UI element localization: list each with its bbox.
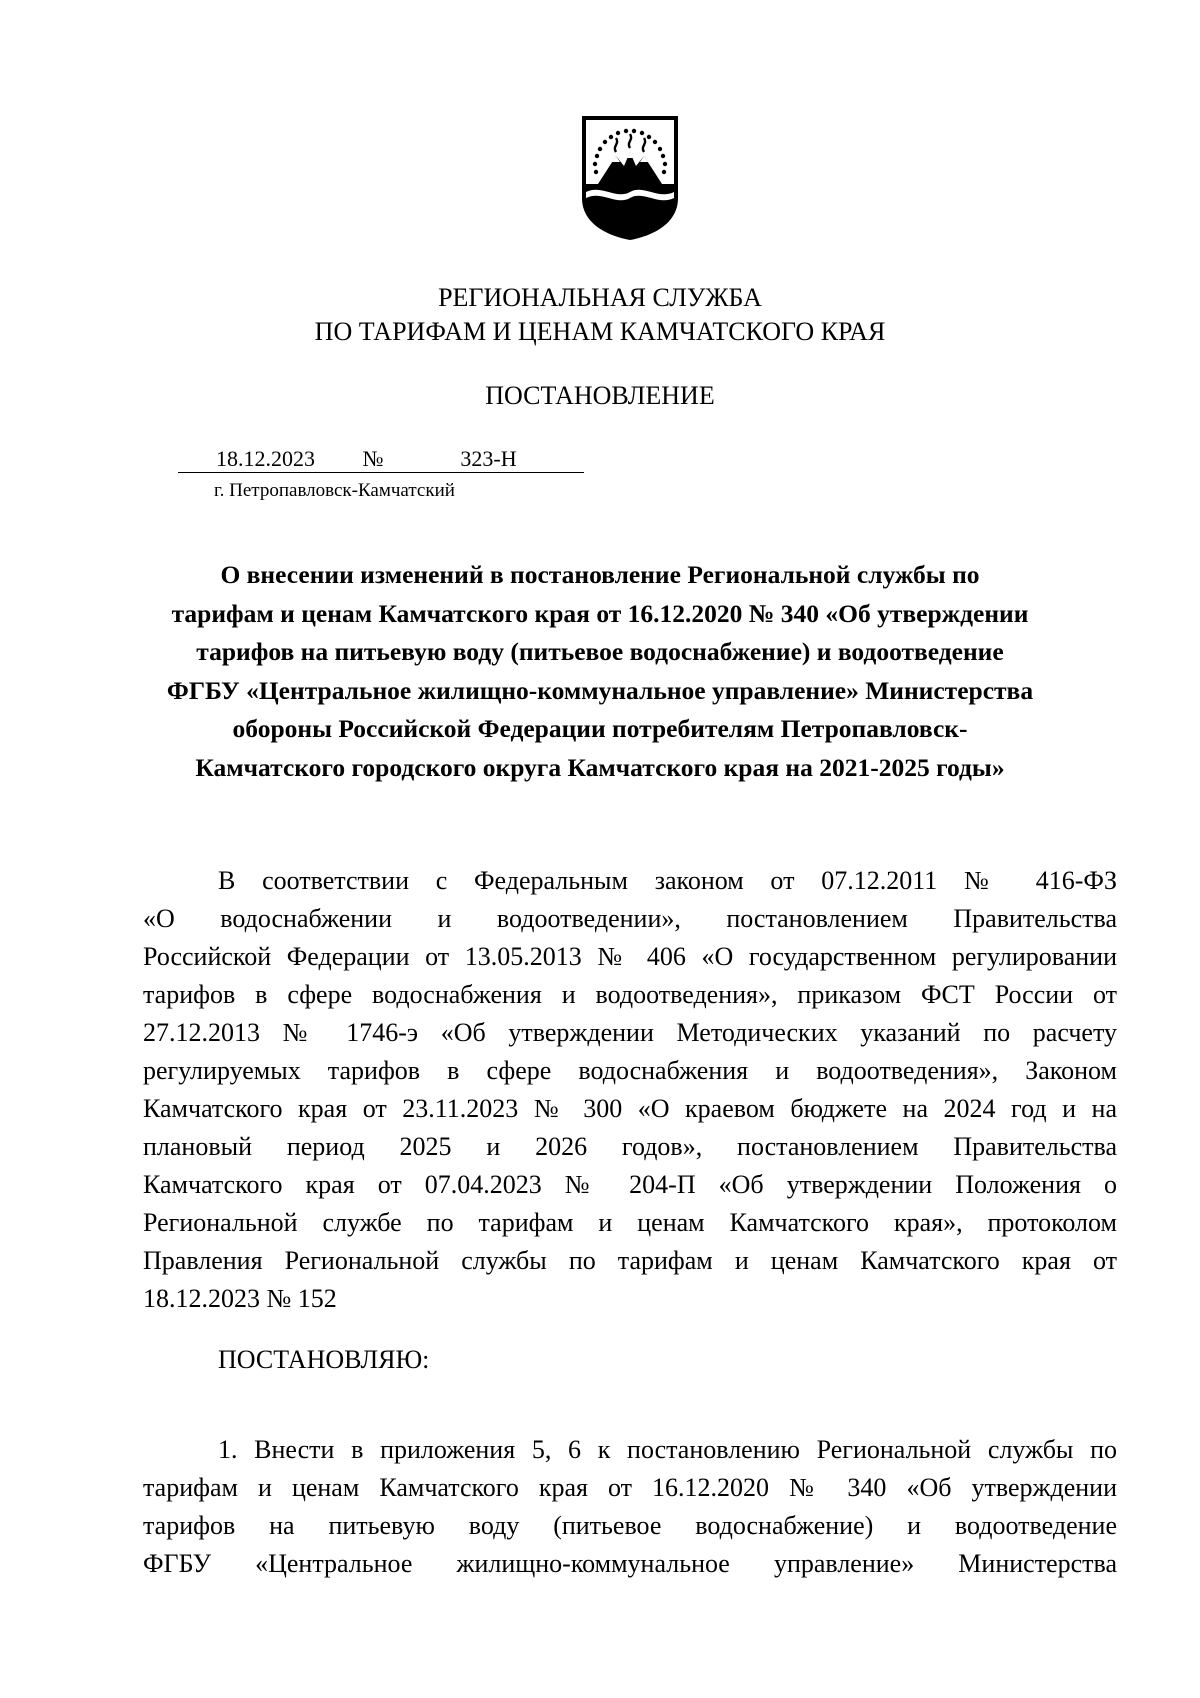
kamchatka-coat-of-arms-icon [578,112,682,242]
paragraph-line: тарифам и ценам Камчатского края от 16.12.2020 № 340 «Об утверждении [143,1473,1117,1502]
registration-number: 323-Н [393,444,584,473]
title-line: О внесении изменений в постановление Региональной службы по [220,560,980,589]
registration-date: 18.12.2023 [178,444,353,473]
item-1-paragraph [143,1431,1117,1583]
paragraph-line: 18.12.2023 № 152 [143,1284,337,1313]
organization-name-line1: РЕГИОНАЛЬНАЯ СЛУЖБА [438,283,762,312]
paragraph-line: Камчатского края от 07.04.2023 № 204-П «Об утверждении Положения о [143,1170,1117,1199]
paragraph-line: 27.12.2013 № 1746-э «Об утверждении Методических указаний по расчету [143,1018,1117,1047]
title-line: Камчатского городского округа Камчатского края на 2021-2025 годы» [195,752,1005,782]
title-line: тарифов на питьевую воду (питьевое водоснабжение) и водоотведение [196,637,1004,666]
paragraph-line: ФГБУ «Центральное жилищно-коммунальное управление» Министерства [143,1549,1117,1578]
paragraph-line: «О водоснабжении и водоотведении», постановлением Правительства [143,904,1117,933]
title-line: ФГБУ «Центральное жилищно-коммунальное управление» Министерства [166,675,1034,705]
paragraph-line: Российской Федерации от 13.05.2013 № 406 «О государственном регулировании [143,942,1117,971]
paragraph-line: Камчатского края от 23.11.2023 № 300 «О краевом бюджете на 2024 год и на [143,1094,1117,1123]
paragraph-line: тарифов на питьевую воду (питьевое водоснабжение) и водоотведение [143,1511,1117,1540]
paragraph-line: регулируемых тарифов в сфере водоснабжения и водоотведения», Законом [143,1056,1117,1085]
title-line: обороны Российской Федерации потребителям Петропавловск- [232,714,968,743]
paragraph-line: 1. Внести в приложения 5, 6 к постановлению Региональной службы по [218,1435,1117,1464]
paragraph-line: Правления Региональной службы по тарифам и ценам Камчатского края от [143,1246,1117,1275]
paragraph-line: В соответствии с Федеральным законом от 07.12.2011 № 416-ФЗ [218,866,1117,895]
registration-line [178,444,584,474]
issue-city: г. Петропавловск-Камчатский [214,480,455,501]
paragraph-line: плановый период 2025 и 2026 годов», постановлением Правительства [143,1132,1117,1161]
paragraph-line: тарифов в сфере водоснабжения и водоотведения», приказом ФСТ России от [143,980,1117,1009]
preamble-paragraph [143,862,1117,1318]
paragraph-line: Региональной службе по тарифам и ценам Камчатского края», протоколом [143,1208,1117,1237]
document-title [130,556,1070,787]
title-line: тарифам и ценам Камчатского края от 16.12.2020 № 340 «Об утверждении [171,598,1029,628]
organization-name-line2: ПО ТАРИФАМ И ЦЕНАМ КАМЧАТСКОГО КРАЯ [314,317,886,346]
document-type-heading: ПОСТАНОВЛЕНИЕ [485,381,715,410]
decree-word: ПОСТАНОВЛЯЮ: [218,1345,430,1374]
number-sign: № [353,444,393,473]
